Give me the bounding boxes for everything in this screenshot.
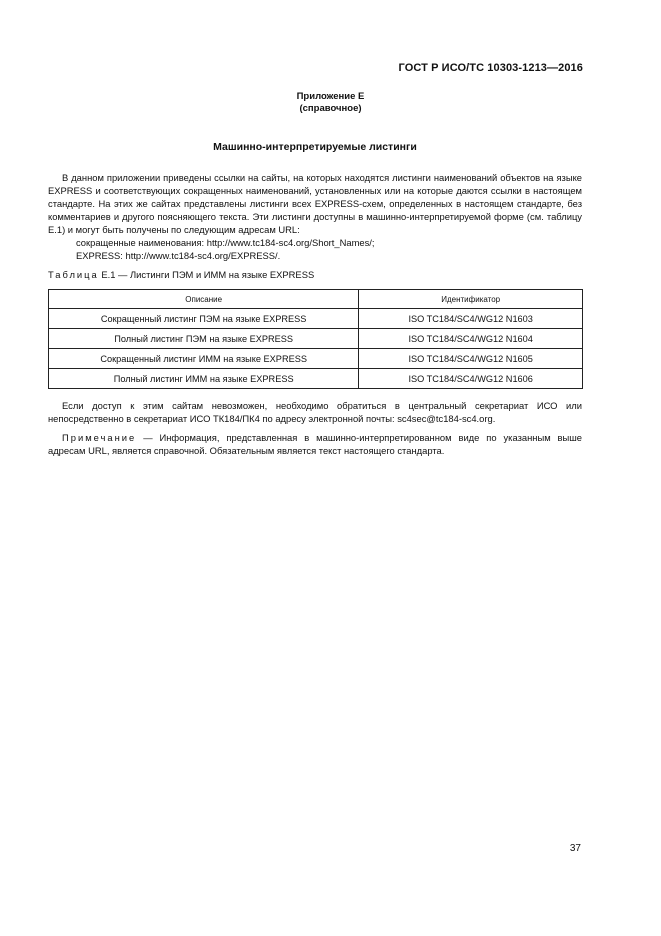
- table-row: [49, 329, 583, 349]
- table-caption-word: Таблица: [48, 269, 99, 280]
- annex-status: (справочное): [299, 103, 362, 114]
- intro-paragraph: В данном приложении приведены ссылки на сайты, на которых находятся листинги наименований объектов на языке EXPRESS и соответствующих сокращенных наименований, установленных или на которые даются ссылки в настоящем стандарте. На этих же сайтах представлены листинги всех EXPRESS-схем, определенных в настоящем стандарте, без комментариев и другого поясняющего текста. Эти листинги доступны в машинно-интерпретируемой форме (см. таблицу Е.1) и могут быть получены по следующим адресам URL:: [48, 172, 582, 235]
- row-description: Сокращенный листинг ПЭМ на языке EXPRESS: [49, 309, 359, 329]
- note-paragraph: [48, 431, 582, 457]
- express-url: EXPRESS: http://www.tc184-sc4.org/EXPRESS/.: [76, 250, 281, 261]
- row-identifier: ISO TC184/SC4/WG12 N1603: [359, 309, 583, 329]
- annex-heading: [0, 91, 661, 115]
- note-label: Примечание: [62, 432, 137, 443]
- table-caption: [48, 269, 314, 280]
- table-row: [49, 369, 583, 389]
- table-header-row: [49, 290, 583, 309]
- note-text: — Информация, представленная в машинно-интерпретированном виде по указанным выше адресам URL, является справочной. Обязательным является текст настоящего стандарта.: [48, 432, 583, 456]
- annex-label: Приложение Е: [296, 91, 365, 102]
- table-row: [49, 309, 583, 329]
- column-header-description: Описание: [49, 290, 359, 309]
- row-identifier: ISO TC184/SC4/WG12 N1605: [359, 349, 583, 369]
- access-paragraph: Если доступ к этим сайтам невозможен, необходимо обратиться в центральный секретариат ИСО или непосредственно в секретариат ИСО ТК184/ПК4 по адресу электронной почты: sc4sec@tc184-sc4.org.: [48, 400, 582, 424]
- short-names-url: сокращенные наименования: http://www.tc184-sc4.org/Short_Names/;: [76, 237, 375, 248]
- access-section: [48, 399, 582, 425]
- standard-code-header: ГОСТ Р ИСО/ТС 10303-1213—2016: [398, 62, 583, 74]
- column-header-identifier: Идентификатор: [359, 290, 583, 309]
- row-identifier: ISO TC184/SC4/WG12 N1604: [359, 329, 583, 349]
- annex-title: Машинно-интерпретируемые листинги: [213, 141, 417, 153]
- row-description: Сокращенный листинг ИММ на языке EXPRESS: [49, 349, 359, 369]
- note-section: [48, 431, 582, 457]
- row-identifier: ISO TC184/SC4/WG12 N1606: [359, 369, 583, 389]
- page-number: 37: [569, 843, 581, 854]
- row-description: Полный листинг ПЭМ на языке EXPRESS: [49, 329, 359, 349]
- row-description: Полный листинг ИММ на языке EXPRESS: [49, 369, 359, 389]
- table-row: [49, 349, 583, 369]
- listings-table: [48, 289, 583, 389]
- table-caption-text: Е.1 — Листинги ПЭМ и ИММ на языке EXPRESS: [101, 269, 315, 280]
- intro-section: [48, 171, 582, 262]
